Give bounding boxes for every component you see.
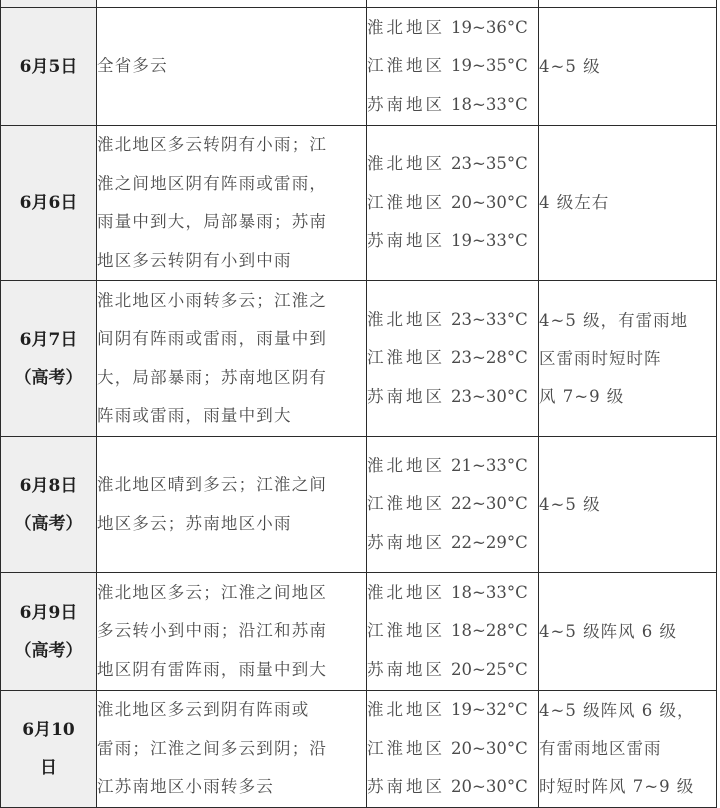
date-text: 6月6日: [19, 193, 78, 213]
wind-text-line: 有雷雨地区雷雨: [539, 738, 662, 758]
weather-description-cell: [97, 437, 367, 573]
weather-text-line: 阵雨或雷雨，雨量中到大: [97, 406, 292, 425]
temperature-region: 淮北地区: [367, 455, 445, 475]
temperature-region: 苏南地区: [367, 777, 445, 796]
weather-text-line: 江苏南地区小雨转多云: [97, 777, 274, 796]
temperature-cell: [367, 437, 539, 573]
temperature-cell: [367, 573, 539, 691]
date-text: 日: [40, 757, 57, 778]
temperature-region: 江淮地区: [367, 56, 445, 76]
weather-text-line: 多云转小到中雨；沿江和苏南: [97, 621, 328, 641]
weather-description-cell: [97, 691, 367, 808]
weather-text-line: 淮之间地区阴有阵雨或雷雨，: [97, 173, 328, 193]
weather-text-line: 大，局部暴雨；苏南地区阴有: [97, 367, 328, 387]
temperature-line: [367, 339, 538, 378]
wind-cell: [539, 691, 717, 808]
date-cell: [1, 8, 97, 126]
date-text: 6月7日: [19, 329, 78, 350]
temperature-range: 18~28°C: [451, 621, 528, 641]
date-text: 6月5日: [19, 56, 78, 77]
wind-text-line: 风 7~9 级: [539, 386, 625, 406]
wind-cell: [539, 573, 717, 691]
temperature-range: 21~33°C: [451, 455, 528, 475]
wind-text-line: 4~5 级: [539, 494, 601, 514]
wind-cell: [539, 126, 717, 281]
temperature-range: 23~28°C: [451, 348, 528, 368]
temperature-line: [367, 730, 538, 769]
temperature-region: 江淮地区: [367, 621, 445, 641]
temperature-range: 19~36°C: [451, 17, 528, 37]
temperature-range: 23~33°C: [451, 309, 528, 329]
temperature-range: 23~30°C: [451, 386, 528, 406]
date-text: （高考）: [14, 513, 83, 534]
temperature-region: 淮北地区: [367, 700, 445, 719]
weather-description-cell: [97, 573, 367, 691]
temperature-line: [367, 47, 538, 86]
weather-text-line: 淮北地区多云；江淮之间地区: [97, 582, 328, 602]
wind-text-line: 4~5 级阵风 6 级，: [539, 700, 695, 720]
date-cell: [1, 126, 97, 281]
weather-text-line: 全省多云: [97, 56, 168, 76]
temperature-region: 江淮地区: [367, 494, 445, 514]
temperature-line: [367, 9, 538, 48]
temperature-range: 22~29°C: [451, 532, 528, 552]
date-cell: [1, 691, 97, 808]
temperature-region: 江淮地区: [367, 348, 445, 368]
weather-text-line: 雨量中到大，局部暴雨；苏南: [97, 212, 328, 231]
temperature-line: [367, 485, 538, 524]
weather-text-line: 地区阴有雷阵雨，雨量中到大: [97, 659, 328, 679]
temperature-range: 23~35°C: [451, 154, 528, 174]
wind-text-line: 4 级左右: [539, 193, 610, 212]
wind-text-line: 4~5 级: [539, 56, 601, 76]
wind-cell: [539, 8, 717, 126]
temperature-region: 淮北地区: [367, 17, 445, 37]
date-cell: [1, 437, 97, 573]
temperature-line: [367, 145, 538, 184]
temperature-region: 淮北地区: [367, 582, 445, 602]
weather-text-line: 间阴有阵雨或雷雨，雨量中到: [97, 329, 328, 348]
temperature-range: 20~30°C: [451, 192, 528, 212]
temperature-line: [367, 86, 538, 125]
table-body: [1, 0, 717, 807]
temperature-line: [367, 651, 538, 690]
temperature-region: 江淮地区: [367, 738, 445, 758]
wind-text-line: 时短时阵风 7~9 级: [539, 776, 695, 796]
temperature-range: 19~32°C: [451, 700, 528, 719]
date-text: 6月9日: [19, 602, 78, 623]
temperature-range: 20~30°C: [451, 777, 528, 796]
wind-text-line: 4~5 级，有雷雨地: [539, 310, 689, 330]
temperature-region: 苏南地区: [367, 386, 445, 406]
weather-text-line: 淮北地区小雨转多云；江淮之: [97, 290, 328, 310]
wind-text-line: 4~5 级阵风 6 级: [539, 621, 678, 641]
temperature-line: [367, 301, 538, 340]
wind-cell: [539, 281, 717, 437]
temperature-line: [367, 222, 538, 261]
date-cell: [1, 573, 97, 691]
temperature-region: 苏南地区: [367, 231, 445, 251]
temperature-region: 苏南地区: [367, 94, 445, 114]
table-row: [1, 573, 717, 691]
weather-description-cell: [97, 281, 367, 437]
temperature-line: [367, 447, 538, 486]
temperature-range: 19~35°C: [451, 56, 528, 76]
weather-text-line: 雷雨；江淮之间多云到阴；沿: [97, 738, 328, 758]
temperature-range: 20~25°C: [451, 659, 528, 679]
temperature-region: 淮北地区: [367, 154, 445, 174]
temperature-range: 18~33°C: [451, 94, 528, 114]
temperature-line: [367, 524, 538, 563]
weather-text-line: 淮北地区多云到阴有阵雨或: [97, 700, 310, 719]
table-row: [1, 281, 717, 437]
weather-text-line: 地区多云；苏南地区小雨: [97, 513, 292, 533]
weather-description-cell: [97, 8, 367, 126]
temperature-range: 22~30°C: [451, 494, 528, 514]
temperature-line: [367, 184, 538, 223]
temperature-line: [367, 691, 538, 730]
temperature-region: 淮北地区: [367, 309, 445, 329]
temperature-range: 19~33°C: [451, 231, 528, 251]
weather-text-line: 淮北地区晴到多云；江淮之间: [97, 475, 328, 494]
temperature-cell: [367, 281, 539, 437]
temperature-region: 苏南地区: [367, 659, 445, 679]
weather-text-line: 淮北地区多云转阴有小雨；江: [97, 135, 328, 154]
wind-text-line: 区雷雨时短时阵: [539, 348, 662, 368]
table-row: [1, 691, 717, 808]
table-row: [1, 437, 717, 573]
table-row: [1, 8, 717, 126]
date-text: （高考）: [14, 640, 83, 661]
temperature-region: 江淮地区: [367, 192, 445, 212]
temperature-cell: [367, 8, 539, 126]
date-text: （高考）: [14, 367, 83, 388]
table-row: [1, 126, 717, 281]
temperature-line: [367, 378, 538, 417]
temperature-line: [367, 612, 538, 651]
wind-cell: [539, 437, 717, 573]
temperature-range: 20~30°C: [451, 738, 528, 758]
weather-description-cell: [97, 126, 367, 281]
temperature-cell: [367, 691, 539, 808]
date-text: 6月10: [22, 719, 75, 740]
date-text: 6月8日: [19, 475, 78, 496]
weather-text-line: 地区多云转阴有小到中雨: [97, 250, 292, 270]
temperature-cell: [367, 126, 539, 281]
temperature-line: [367, 768, 538, 807]
temperature-line: [367, 574, 538, 613]
temperature-range: 18~33°C: [451, 582, 528, 602]
date-cell: [1, 281, 97, 437]
table-top-edge: [1, 0, 717, 8]
temperature-region: 苏南地区: [367, 532, 445, 552]
